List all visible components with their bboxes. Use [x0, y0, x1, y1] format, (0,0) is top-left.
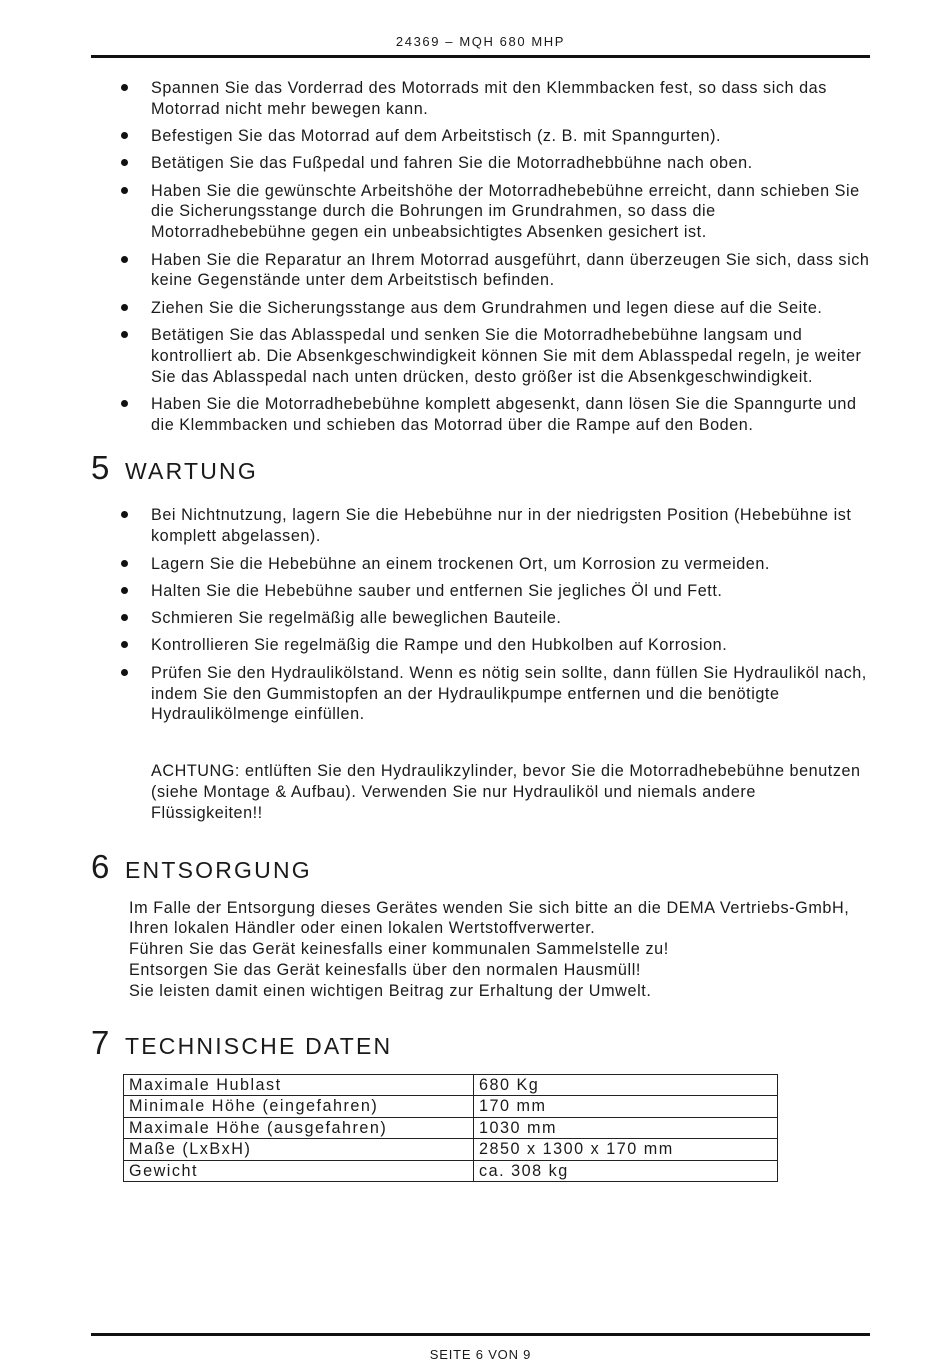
intro-bullet-list — [91, 78, 870, 435]
list-item: Lagern Sie die Hebebühne an einem trockenen Ort, um Korrosion zu vermeiden. — [91, 554, 870, 575]
section-number: 5 — [91, 449, 110, 487]
table-row — [124, 1160, 778, 1182]
list-item: Haben Sie die gewünschte Arbeitshöhe der Motorradhebebühne erreicht, dann schieben Sie die Sicherungsstange durch die Bohrungen im Grundrahmen, so dass die Motorradhebebühne gegen ein unbeabsichtigtes Absenken gesichert ist. — [91, 181, 870, 243]
section-heading-technische-daten — [91, 1024, 870, 1062]
spec-label: Minimale Höhe (eingefahren) — [124, 1096, 474, 1118]
spec-value: 2850 x 1300 x 170 mm — [474, 1139, 778, 1161]
table-row — [124, 1139, 778, 1161]
section-heading-entsorgung — [91, 848, 870, 886]
section-number: 7 — [91, 1023, 110, 1061]
list-item: Haben Sie die Motorradhebebühne komplett abgesenkt, dann lösen Sie die Spanngurte und die Klemmbacken und schieben das Motorrad über die Rampe auf den Boden. — [91, 394, 870, 436]
paragraph-line: Sie leisten damit einen wichtigen Beitrag zur Erhaltung der Umwelt. — [129, 981, 652, 1000]
section-heading-wartung — [91, 449, 870, 487]
bullet-icon — [121, 587, 128, 594]
spec-label: Maximale Hublast — [124, 1074, 474, 1096]
spec-value: ca. 308 kg — [474, 1160, 778, 1182]
bullet-icon — [121, 187, 128, 194]
bullet-icon — [121, 132, 128, 139]
bullet-icon — [121, 511, 128, 518]
disposal-paragraph — [91, 898, 870, 1002]
bullet-icon — [121, 560, 128, 567]
table-row — [124, 1117, 778, 1139]
spec-label: Gewicht — [124, 1160, 474, 1182]
bullet-icon — [121, 331, 128, 338]
list-item: Spannen Sie das Vorderrad des Motorrads mit den Klemmbacken fest, so dass sich das Motorrad nicht mehr bewegen kann. — [91, 78, 870, 120]
section-number: 6 — [91, 847, 110, 885]
caution-note: ACHTUNG: entlüften Sie den Hydraulikzylinder, bevor Sie die Motorradhebebühne benutzen (siehe Montage & Aufbau). Verwenden Sie nur Hydrauliköl und niemals andere Flüssigkeiten!! — [151, 762, 861, 822]
list-item: Prüfen Sie den Hydraulikölstand. Wenn es nötig sein sollte, dann füllen Sie Hydrauliköl nach, indem Sie den Gummistopfen an der Hydraulikpumpe entfernen und die benötigte Hydraulikölmenge einfüllen. — [91, 663, 870, 725]
bullet-icon — [121, 84, 128, 91]
bullet-icon — [121, 256, 128, 263]
bullet-icon — [121, 669, 128, 676]
paragraph-line: Im Falle der Entsorgung dieses Gerätes wenden Sie sich bitte an die DEMA Vertriebs-GmbH, Ihren lokalen Händler oder einen lokalen Wertstoffverwerter. — [129, 898, 850, 938]
page-content — [91, 78, 870, 1182]
spec-label: Maße (LxBxH) — [124, 1139, 474, 1161]
list-item: Befestigen Sie das Motorrad auf dem Arbeitstisch (z. B. mit Spanngurten). — [91, 126, 870, 147]
bullet-icon — [121, 304, 128, 311]
footer-rule — [91, 1333, 870, 1336]
list-item: Haben Sie die Reparatur an Ihrem Motorrad ausgeführt, dann überzeugen Sie sich, dass sich keine Gegenstände unter dem Arbeitstisch befinden. — [91, 250, 870, 292]
list-item: Bei Nichtnutzung, lagern Sie die Hebebühne nur in der niedrigsten Position (Hebebühne ist komplett abgelassen). — [91, 505, 870, 547]
spec-label: Maximale Höhe (ausgefahren) — [124, 1117, 474, 1139]
list-item: Kontrollieren Sie regelmäßig die Rampe und den Hubkolben auf Korrosion. — [91, 635, 870, 656]
table-row — [124, 1074, 778, 1096]
section-title: ENTSORGUNG — [125, 856, 312, 883]
bullet-icon — [121, 641, 128, 648]
bullet-icon — [121, 400, 128, 407]
paragraph-line: Entsorgen Sie das Gerät keinesfalls über den normalen Hausmüll! — [129, 960, 641, 979]
section-title: WARTUNG — [125, 458, 258, 485]
list-item: Ziehen Sie die Sicherungsstange aus dem Grundrahmen und legen diese auf die Seite. — [91, 298, 870, 319]
spec-value: 170 mm — [474, 1096, 778, 1118]
header-rule — [91, 55, 870, 58]
table-row — [124, 1096, 778, 1118]
maintenance-bullet-list — [91, 505, 870, 725]
spec-value: 1030 mm — [474, 1117, 778, 1139]
bullet-icon — [121, 614, 128, 621]
page-footer: SEITE 6 VON 9 — [429, 1347, 532, 1362]
list-item: Betätigen Sie das Fußpedal und fahren Sie die Motorradhebbühne nach oben. — [91, 153, 870, 174]
page-header: 24369 – MQH 680 MHP — [395, 34, 566, 49]
paragraph-line: Führen Sie das Gerät keinesfalls einer kommunalen Sammelstelle zu! — [129, 940, 669, 959]
list-item: Betätigen Sie das Ablasspedal und senken Sie die Motorradhebebühne langsam und kontrolliert ab. Die Absenkgeschwindigkeit können Sie mit dem Ablasspedal regeln, je weiter Sie das Ablasspedal nach unten drücken, desto größer ist die Absenkgeschwindigkeit. — [91, 325, 870, 387]
list-item: Schmieren Sie regelmäßig alle beweglichen Bauteile. — [91, 608, 870, 629]
section-title: TECHNISCHE DATEN — [125, 1032, 393, 1059]
spec-value: 680 Kg — [474, 1074, 778, 1096]
list-item: Halten Sie die Hebebühne sauber und entfernen Sie jegliches Öl und Fett. — [91, 581, 870, 602]
technical-data-table — [123, 1074, 778, 1183]
bullet-icon — [121, 159, 128, 166]
